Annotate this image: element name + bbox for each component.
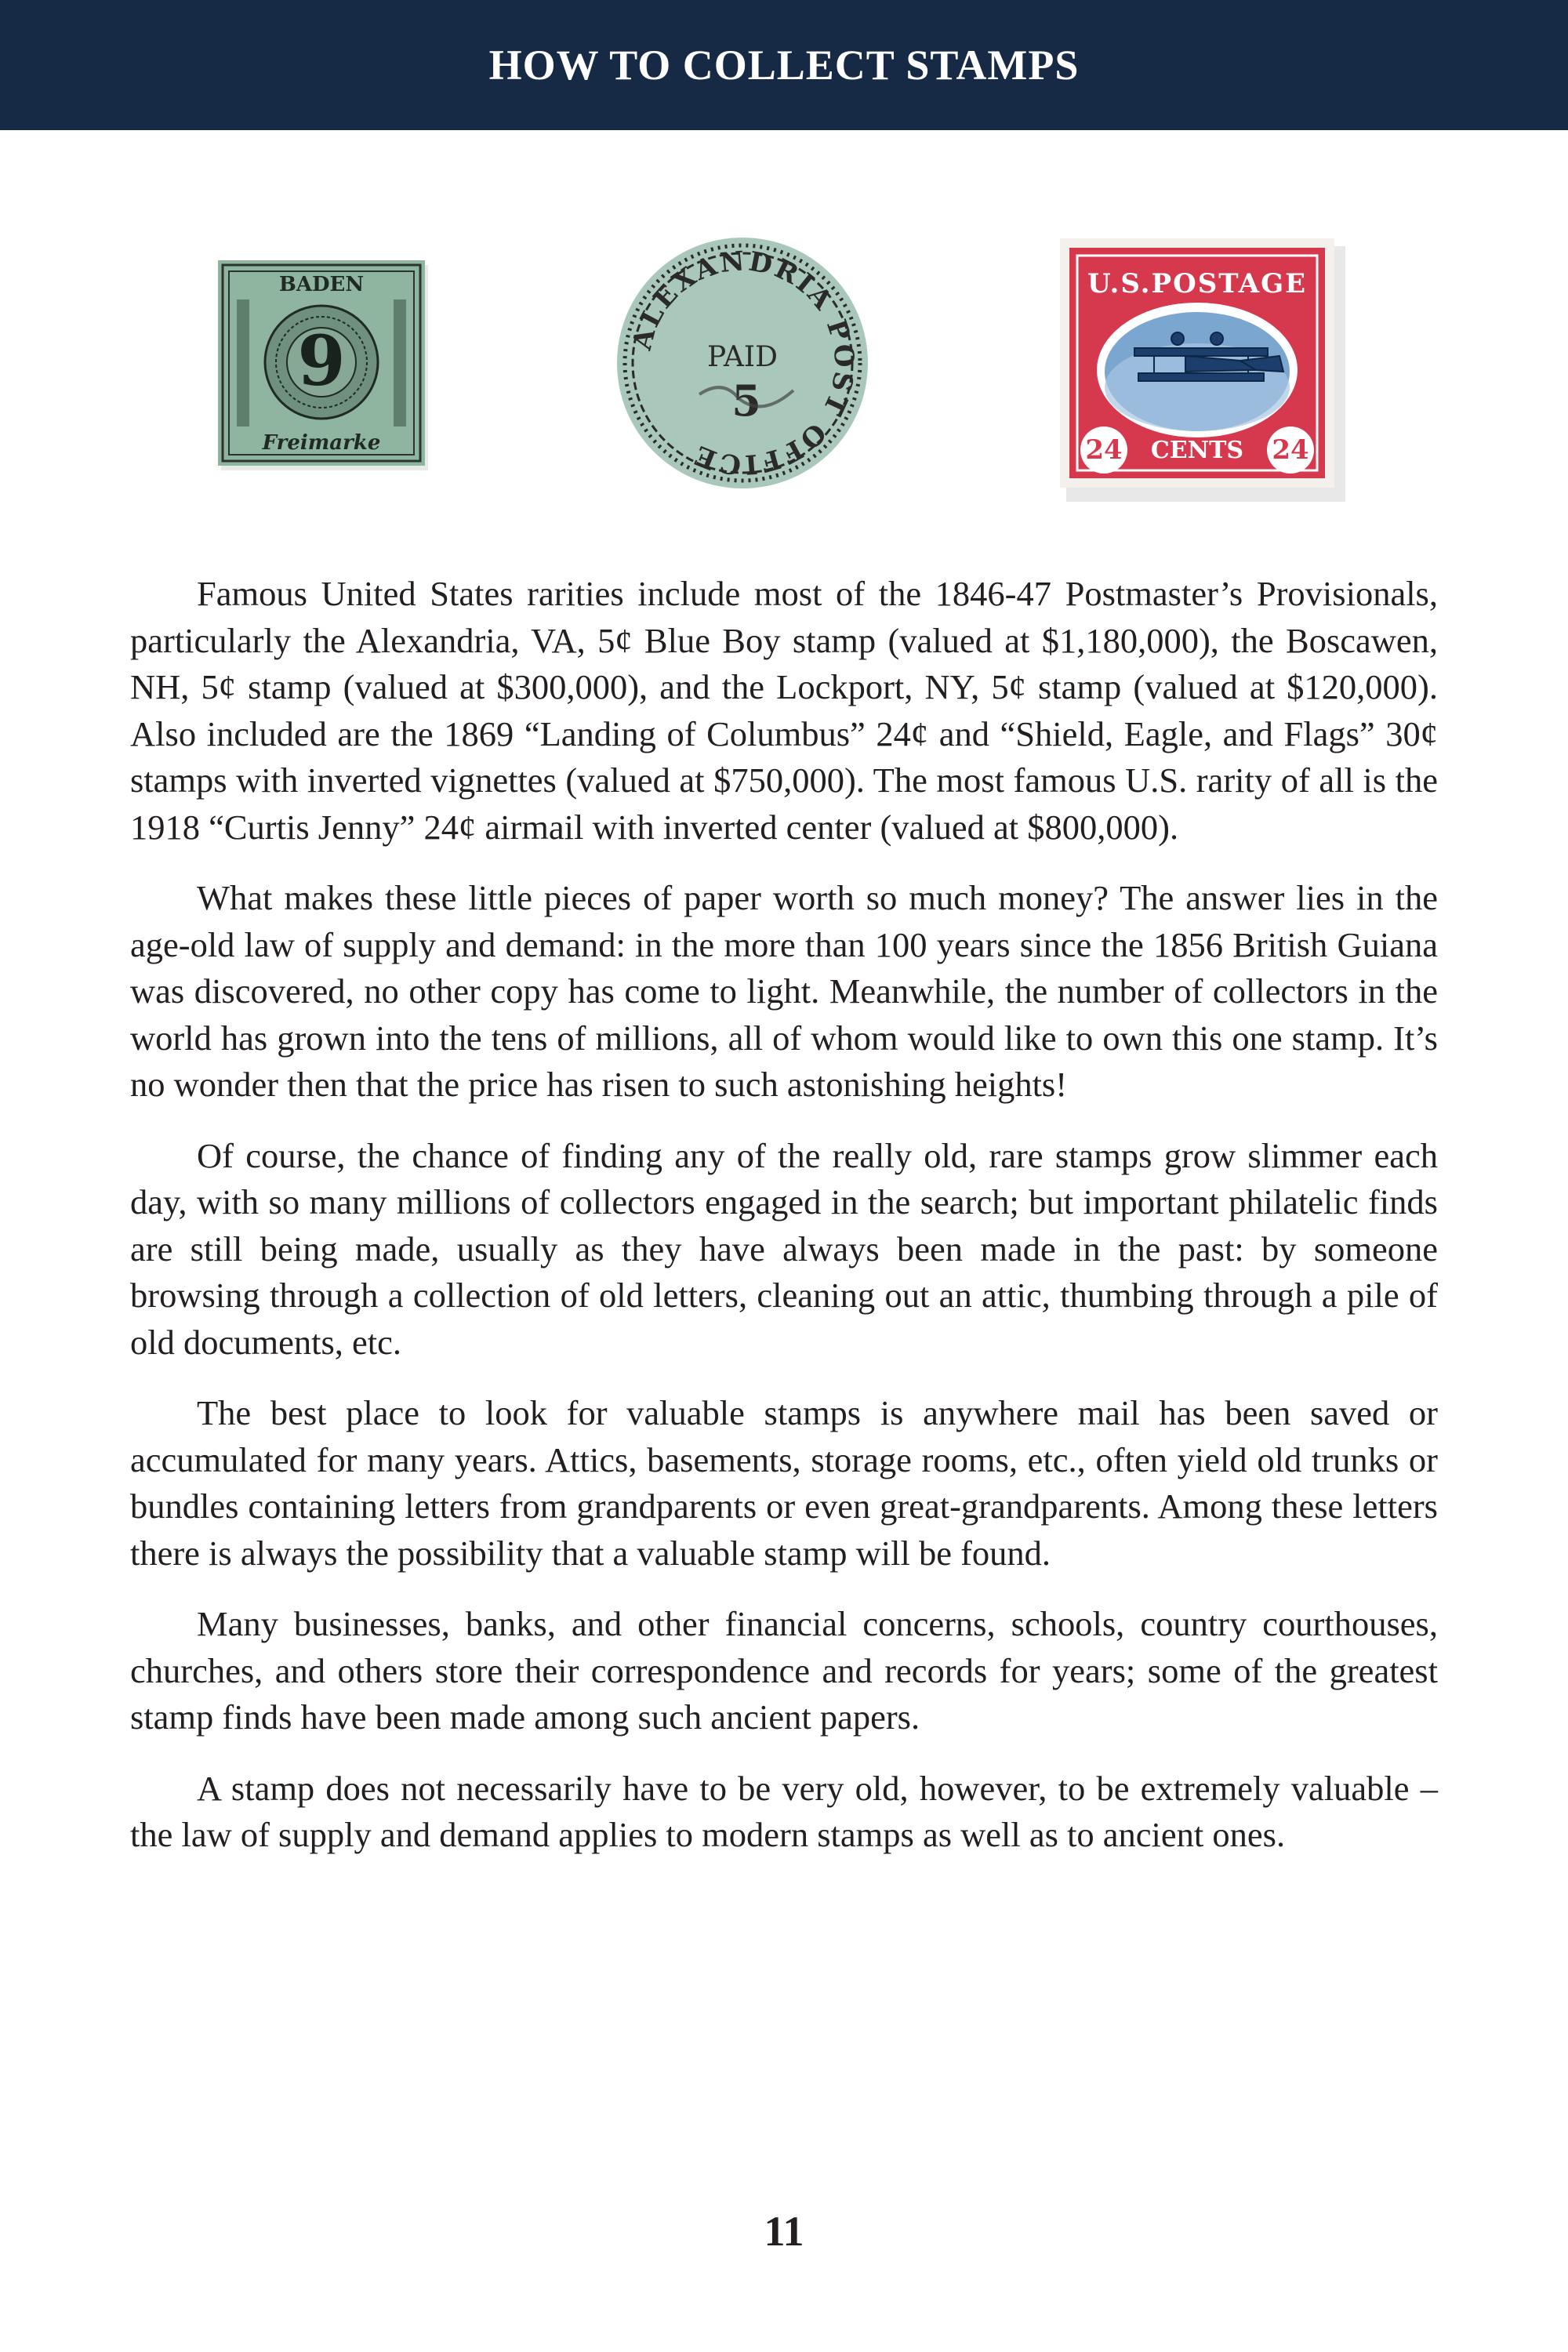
body-text — [130, 571, 1438, 1883]
paragraph: Famous United States rarities include most of the 1846-47 Postmaster’s Provisionals, particularly the Alexandria, VA, 5¢ Blue Boy stamp (valued at $1,180,000), the Boscawen, NH, 5¢ stamp (valued at $300,000), and the Lockport, NY, 5¢ stamp (valued at $120,000). Also included are the 1869 “Landing of Columbus” 24¢ and “Shield, Eagle, and Flags” 30¢ stamps with inverted vignettes (valued at $750,000). The most famous U.S. rarity of all is the 1918 “Curtis Jenny” 24¢ airmail with inverted center (valued at $800,000). — [130, 574, 1438, 847]
jenny-cents-text: CENTS — [1150, 437, 1244, 464]
inverted-jenny-stamp-image — [1060, 238, 1348, 505]
page-number: 11 — [764, 2208, 804, 2255]
alexandria-ring-text: ALEXANDRIA POST OFFICE — [626, 245, 860, 481]
paragraph: Many businesses, banks, and other financial concerns, schools, country courthouses, churches, and others store their correspondence and records for years; some of the greatest stamp finds have been made among such ancient papers. — [130, 1604, 1438, 1737]
jenny-value-right: 24 — [1272, 434, 1309, 466]
alexandria-paid-text: PAID — [707, 341, 778, 373]
jenny-value-left: 24 — [1085, 434, 1123, 466]
jenny-top-text: U.S.POSTAGE — [1087, 268, 1308, 299]
baden-stamp-image — [218, 260, 431, 474]
baden-top-text: BADEN — [278, 273, 365, 296]
paragraph: A stamp does not necessarily have to be very old, however, to be extremely valuable – the law of supply and demand applies to modern stamps as well as to ancient ones. — [130, 1768, 1438, 1854]
alexandria-stamp-image — [613, 234, 872, 492]
baden-numeral: 9 — [297, 320, 346, 401]
paragraph: The best place to look for valuable stamps is anywhere mail has been saved or accumulated for many years. Attics, basements, storage rooms, etc., often yield old trunks or bundles containing letters from grandparents or even great-grandparents. Among these letters there is always the possibility that a valuable stamp will be found. — [130, 1393, 1438, 1573]
running-title: HOW TO COLLECT STAMPS — [488, 42, 1080, 89]
alexandria-value-text: 5 — [731, 376, 761, 426]
paragraph: What makes these little pieces of paper worth so much money? The answer lies in the age-old law of supply and demand: in the more than 100 years since the 1856 British Guiana was discovered, no other copy has come to light. Meanwhile, the number of collectors in the world has grown into the tens of millions, all of whom would like to own this one stamp. It’s no wonder then that the price has risen to such astonishing heights! — [130, 878, 1438, 1104]
baden-bottom-text: Freimarke — [262, 431, 381, 455]
paragraph: Of course, the chance of finding any of the really old, rare stamps grow slimmer each day, with so many millions of collectors engaged in the search; but important philatelic finds are still being made, usually as they have always been made in the past: by someone browsing through a collection of old letters, cleaning out an attic, thumbing through a pile of old documents, etc. — [130, 1135, 1438, 1362]
page-header — [0, 0, 1568, 130]
stamp-illustrations — [0, 212, 1568, 525]
